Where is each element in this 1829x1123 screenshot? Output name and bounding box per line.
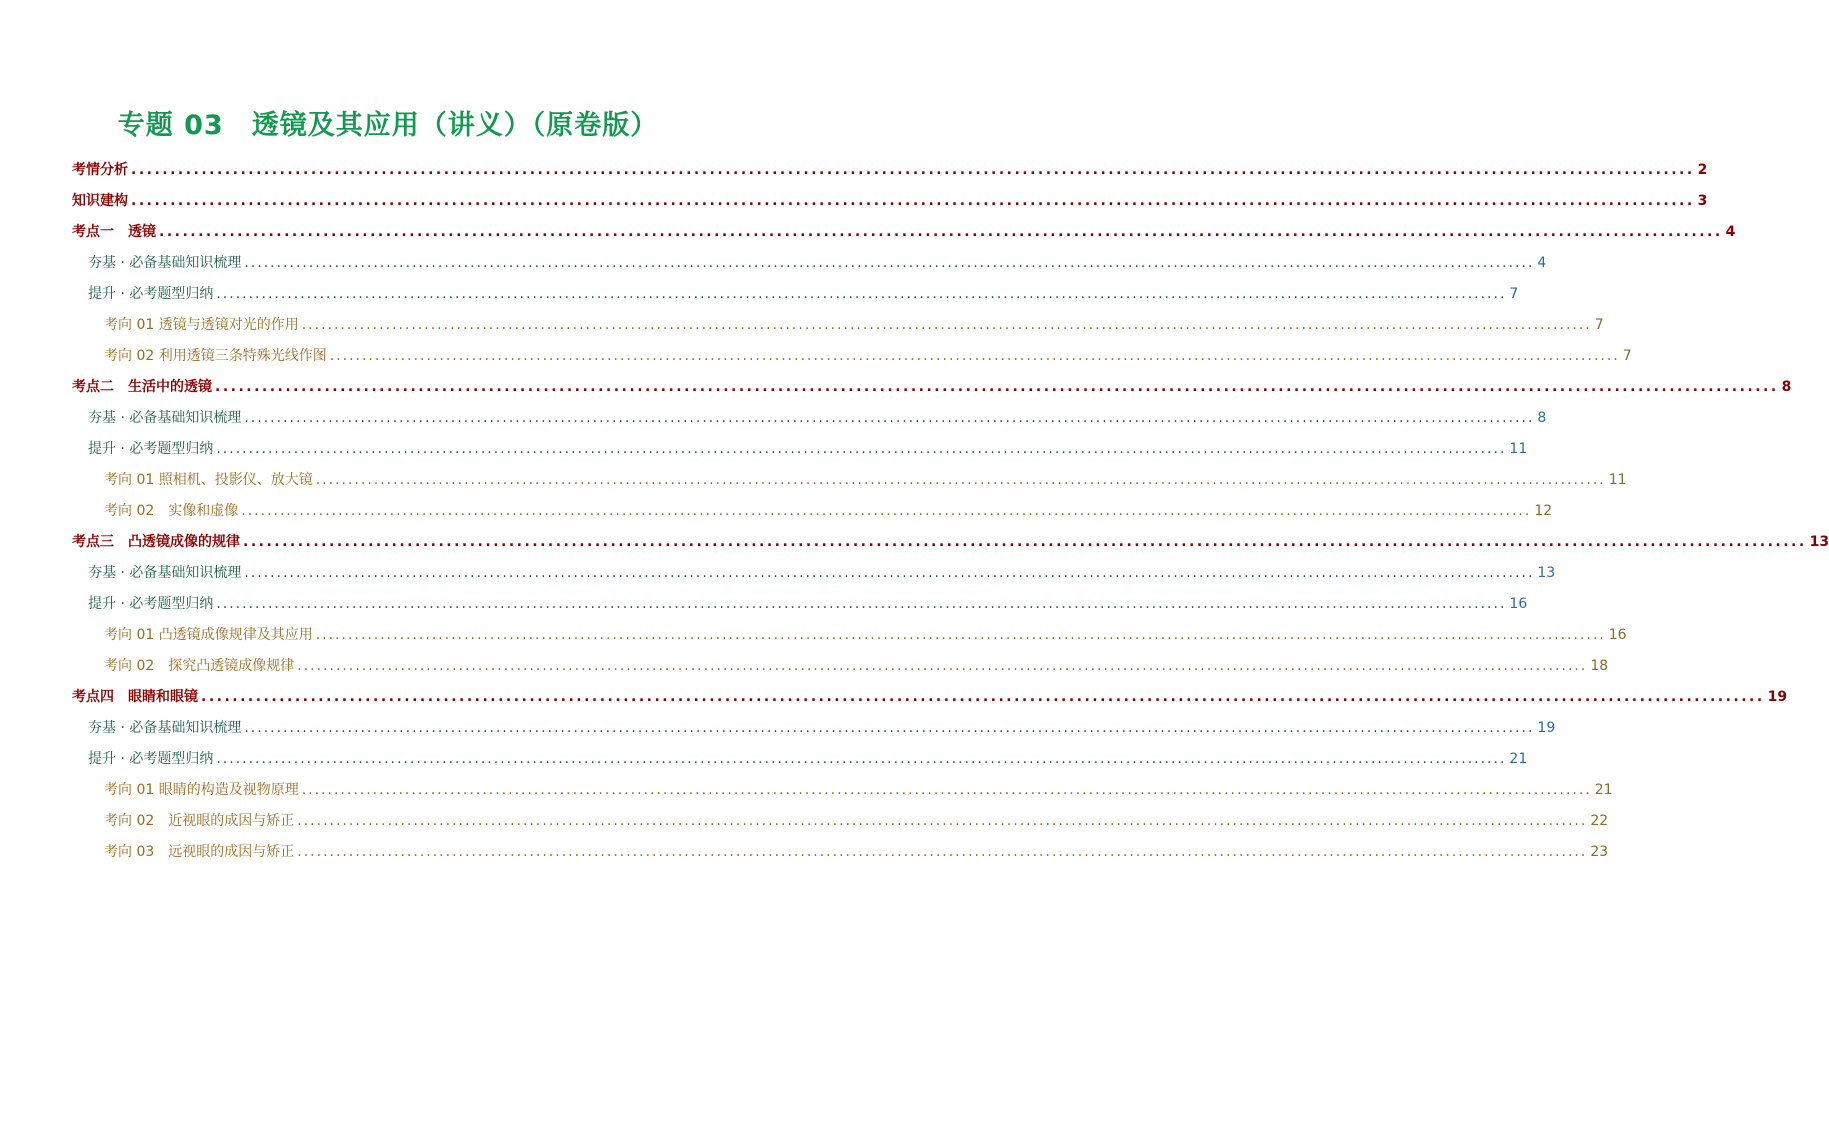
toc-entry-level-1[interactable]	[72, 527, 1829, 558]
toc-page-number: 12	[1534, 503, 1553, 519]
toc-leader-dots: ........................................................................................................................................................................................................	[315, 627, 1606, 643]
toc-entry-level-3[interactable]	[72, 775, 1613, 806]
toc-entry-level-2[interactable]	[72, 744, 1528, 775]
toc-entry-level-3[interactable]	[72, 620, 1627, 651]
toc-page-number: 8	[1537, 410, 1547, 426]
toc-leader-dots: ........................................................................................................................................................................................................	[241, 503, 1532, 519]
toc-page-number: 2	[1697, 162, 1708, 178]
toc-entry-level-2[interactable]	[72, 713, 1556, 744]
toc-leader-dots: ........................................................................................................................................................................................................	[244, 565, 1535, 581]
toc-entry-level-1[interactable]	[72, 217, 1736, 248]
toc-page-number: 19	[1537, 720, 1556, 736]
toc-leader-dots: ........................................................................................................................................................................................................	[215, 379, 1779, 395]
toc-entry-label: 夯基 · 必备基础知识梳理	[88, 410, 242, 426]
toc-entry-label: 考向 02 近视眼的成因与矫正	[104, 813, 295, 829]
toc-page-number: 7	[1594, 317, 1604, 333]
toc-entry-label: 考向 01 照相机、投影仪、放大镜	[104, 472, 313, 488]
toc-leader-dots: ........................................................................................................................................................................................................	[297, 844, 1588, 860]
toc-page-number: 23	[1590, 844, 1609, 860]
toc-entry-label: 考向 01 透镜与透镜对光的作用	[104, 317, 299, 333]
toc-entry-level-2[interactable]	[72, 279, 1519, 310]
toc-entry-label: 提升 · 必考题型归纳	[88, 286, 214, 302]
toc-page-number: 8	[1781, 379, 1792, 395]
toc-leader-dots: ........................................................................................................................................................................................................	[216, 596, 1507, 612]
toc-leader-dots: ........................................................................................................................................................................................................	[243, 534, 1807, 550]
toc-page-number: 13	[1809, 534, 1829, 550]
toc-page-number: 11	[1608, 472, 1627, 488]
toc-entry-label: 考向 01 眼睛的构造及视物原理	[104, 782, 299, 798]
toc-page-number: 19	[1767, 689, 1788, 705]
toc-page-number: 13	[1537, 565, 1556, 581]
toc-entry-level-1[interactable]	[72, 186, 1708, 217]
toc-entry-level-3[interactable]	[72, 806, 1609, 837]
toc-entry-label: 考向 02 利用透镜三条特殊光线作图	[104, 348, 327, 364]
toc-leader-dots: ........................................................................................................................................................................................................	[301, 317, 1592, 333]
toc-entry-label: 夯基 · 必备基础知识梳理	[88, 255, 242, 271]
toc-entry-label: 考点二 生活中的透镜	[72, 379, 212, 395]
toc-page-number: 21	[1594, 782, 1613, 798]
toc-entry-label: 提升 · 必考题型归纳	[88, 441, 214, 457]
toc-leader-dots: ........................................................................................................................................................................................................	[301, 782, 1592, 798]
toc-entry-level-3[interactable]	[72, 496, 1553, 527]
toc-entry-level-2[interactable]	[72, 248, 1547, 279]
toc-page-number: 4	[1537, 255, 1547, 271]
toc-entry-label: 知识建构	[72, 193, 128, 209]
toc-entry-label: 考向 03 远视眼的成因与矫正	[104, 844, 295, 860]
toc-leader-dots: ........................................................................................................................................................................................................	[201, 689, 1765, 705]
document-title: 专题 03 透镜及其应用（讲义）（原卷版）	[117, 110, 659, 141]
toc-page-number: 3	[1697, 193, 1708, 209]
toc-entry-label: 考点三 凸透镜成像的规律	[72, 534, 240, 550]
toc-page-number: 18	[1590, 658, 1609, 674]
toc-page-number: 16	[1608, 627, 1627, 643]
toc-entry-label: 考向 02 实像和虚像	[104, 503, 239, 519]
toc-entry-level-3[interactable]	[72, 651, 1609, 682]
toc-entry-label: 考情分析	[72, 162, 128, 178]
toc-page-number: 11	[1509, 441, 1528, 457]
toc-entry-level-3[interactable]	[72, 341, 1632, 372]
toc-entry-level-1[interactable]	[72, 155, 1708, 186]
toc-leader-dots: ........................................................................................................................................................................................................	[216, 286, 1507, 302]
toc-entry-level-3[interactable]	[72, 310, 1604, 341]
toc-page-number: 7	[1509, 286, 1519, 302]
toc-leader-dots: ........................................................................................................................................................................................................	[244, 720, 1535, 736]
toc-entry-label: 夯基 · 必备基础知识梳理	[88, 565, 242, 581]
toc-leader-dots: ........................................................................................................................................................................................................	[244, 255, 1535, 271]
toc-leader-dots: ........................................................................................................................................................................................................	[297, 813, 1588, 829]
toc-entry-level-2[interactable]	[72, 434, 1528, 465]
toc-entry-level-1[interactable]	[72, 682, 1788, 713]
toc-leader-dots: ........................................................................................................................................................................................................	[131, 162, 1695, 178]
toc-page-number: 21	[1509, 751, 1528, 767]
toc-entry-level-1[interactable]	[72, 372, 1792, 403]
toc-leader-dots: ........................................................................................................................................................................................................	[159, 224, 1723, 240]
toc-entry-label: 考点四 眼睛和眼镜	[72, 689, 198, 705]
toc-leader-dots: ........................................................................................................................................................................................................	[315, 472, 1606, 488]
toc-page-number: 16	[1509, 596, 1528, 612]
toc-entry-level-3[interactable]	[72, 465, 1627, 496]
toc-entry-label: 考向 02 探究凸透镜成像规律	[104, 658, 295, 674]
toc-leader-dots: ........................................................................................................................................................................................................	[131, 193, 1695, 209]
toc-entry-label: 提升 · 必考题型归纳	[88, 596, 214, 612]
toc-page-number: 22	[1590, 813, 1609, 829]
toc-leader-dots: ........................................................................................................................................................................................................	[297, 658, 1588, 674]
toc-entry-label: 考向 01 凸透镜成像规律及其应用	[104, 627, 313, 643]
toc-entry-label: 考点一 透镜	[72, 224, 156, 240]
toc-entry-label: 提升 · 必考题型归纳	[88, 751, 214, 767]
toc-page-number: 7	[1622, 348, 1632, 364]
table-of-contents	[72, 155, 1829, 868]
toc-leader-dots: ........................................................................................................................................................................................................	[244, 410, 1535, 426]
toc-entry-level-3[interactable]	[72, 837, 1609, 868]
toc-entry-level-2[interactable]	[72, 589, 1528, 620]
toc-entry-level-2[interactable]	[72, 558, 1556, 589]
toc-entry-label: 夯基 · 必备基础知识梳理	[88, 720, 242, 736]
toc-leader-dots: ........................................................................................................................................................................................................	[216, 751, 1507, 767]
toc-leader-dots: ........................................................................................................................................................................................................	[216, 441, 1507, 457]
toc-leader-dots: ........................................................................................................................................................................................................	[329, 348, 1620, 364]
toc-page-number: 4	[1725, 224, 1736, 240]
toc-entry-level-2[interactable]	[72, 403, 1547, 434]
